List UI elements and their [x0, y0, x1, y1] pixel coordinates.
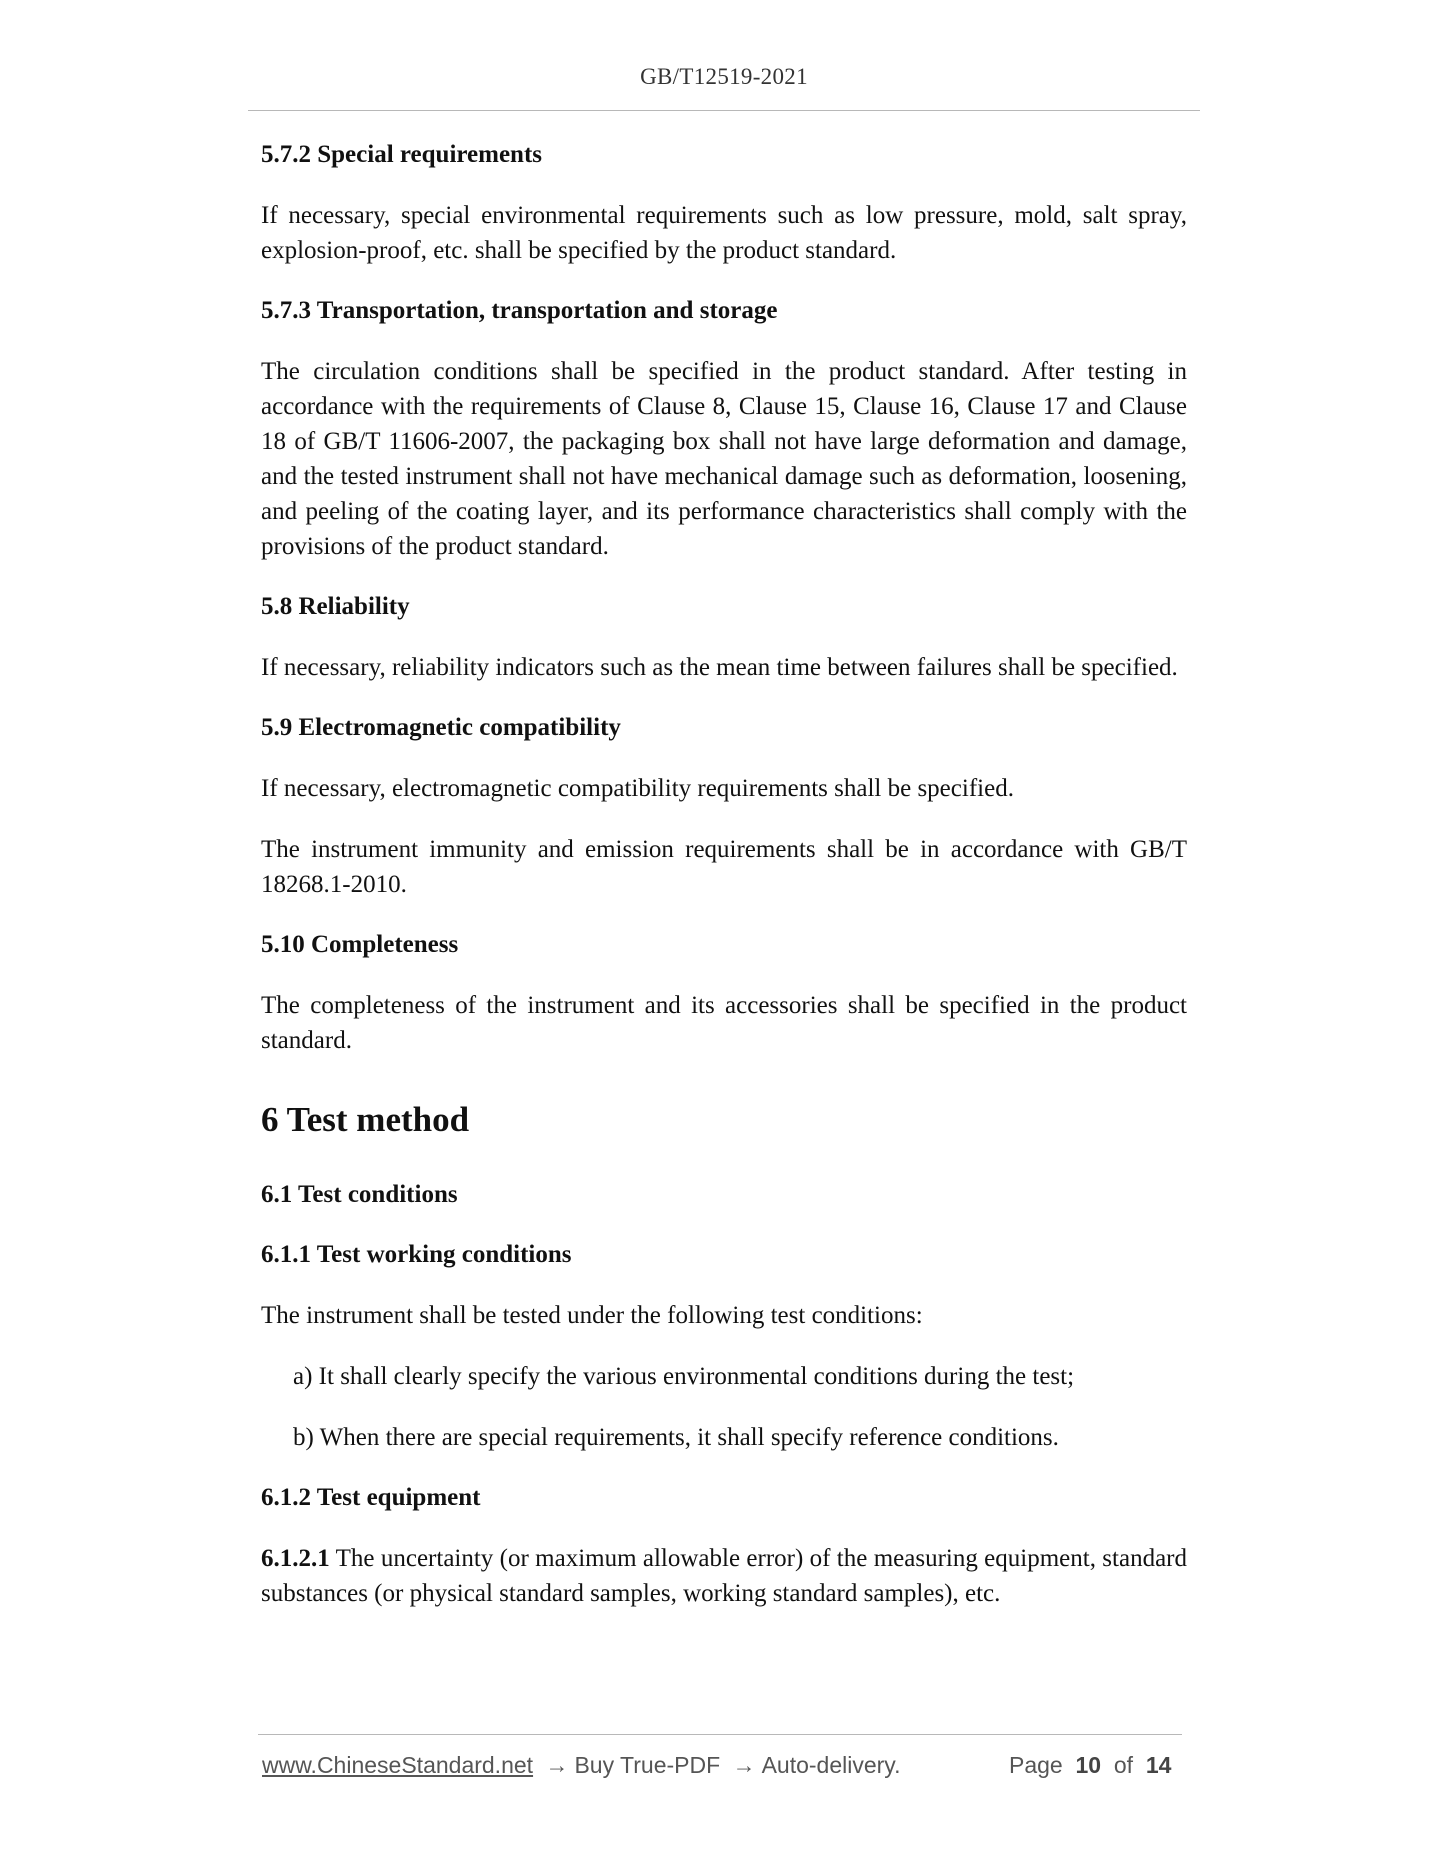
clause-6-1-2-1	[261, 1541, 1187, 1611]
section-text-5-9-a: If necessary, electromagnetic compatibility requirements shall be specified.	[261, 775, 1014, 802]
section-heading-6-1: 6.1 Test conditions	[261, 1181, 458, 1208]
page-current: 10	[1075, 1752, 1102, 1778]
section-heading-5-8: 5.8 Reliability	[261, 593, 410, 620]
page-footer	[262, 1752, 1182, 1779]
section-heading-6-1-2: 6.1.2 Test equipment	[261, 1484, 481, 1511]
page-label: Page	[1009, 1752, 1063, 1778]
page-indicator	[1009, 1752, 1171, 1779]
page-of-label: of	[1113, 1752, 1134, 1778]
section-heading-6-1-1: 6.1.1 Test working conditions	[261, 1241, 572, 1268]
page-content	[261, 138, 1187, 1611]
section-text-6-1-1: The instrument shall be tested under the following test conditions:	[261, 1302, 923, 1329]
section-text-5-9-b: The instrument immunity and emission requirements shall be in accordance with GB/T 18268.1-2010.	[261, 836, 1187, 898]
arrow-right-icon: →	[545, 1752, 569, 1778]
clause-number: 6.1.2.1	[261, 1545, 330, 1572]
list-item-b: b) When there are special requirements, it shall specify reference conditions.	[293, 1424, 1059, 1451]
clause-text: The uncertainty (or maximum allowable error) of the measuring equipment, standard substances (or physical standard samples, working standard samples), etc.	[261, 1545, 1187, 1607]
section-heading-5-7-3: 5.7.3 Transportation, transportation and storage	[261, 297, 778, 324]
section-heading-5-7-2: 5.7.2 Special requirements	[261, 141, 543, 168]
header-divider	[248, 110, 1200, 111]
arrow-right-icon: →	[732, 1752, 756, 1778]
page-total: 14	[1145, 1752, 1172, 1778]
section-heading-5-9: 5.9 Electromagnetic compatibility	[261, 714, 621, 741]
chapter-heading-6: 6 Test method	[261, 1100, 470, 1139]
section-text-5-7-3: The circulation conditions shall be specified in the product standard. After testing in accordance with the requirements of Clause 8, Clause 15, Clause 16, Clause 17 and Clause 18 of GB/T 11606-2007, the packaging box shall not have large deformation and damage, and the tested instrument shall not have mechanical damage such as deformation, loosening, and peeling of the coating layer, and its performance characteristics shall comply with the provisions of the product standard.	[261, 358, 1187, 560]
auto-delivery-text: Auto-delivery.	[761, 1752, 901, 1778]
list-item-a: a) It shall clearly specify the various environmental conditions during the test;	[293, 1363, 1075, 1390]
section-heading-5-10: 5.10 Completeness	[261, 931, 459, 958]
section-text-5-7-2: If necessary, special environmental requirements such as low pressure, mold, salt spray, explosion-proof, etc. shall be specified by the product standard.	[261, 202, 1187, 264]
document-id-header: GB/T12519-2021	[640, 64, 808, 89]
website-link[interactable]: www.ChineseStandard.net	[262, 1752, 534, 1778]
footer-divider	[258, 1734, 1182, 1735]
buy-pdf-text: Buy True-PDF	[574, 1752, 721, 1778]
section-text-5-10: The completeness of the instrument and its accessories shall be specified in the product standard.	[261, 992, 1187, 1054]
section-text-5-8: If necessary, reliability indicators such as the mean time between failures shall be specified.	[261, 654, 1178, 681]
